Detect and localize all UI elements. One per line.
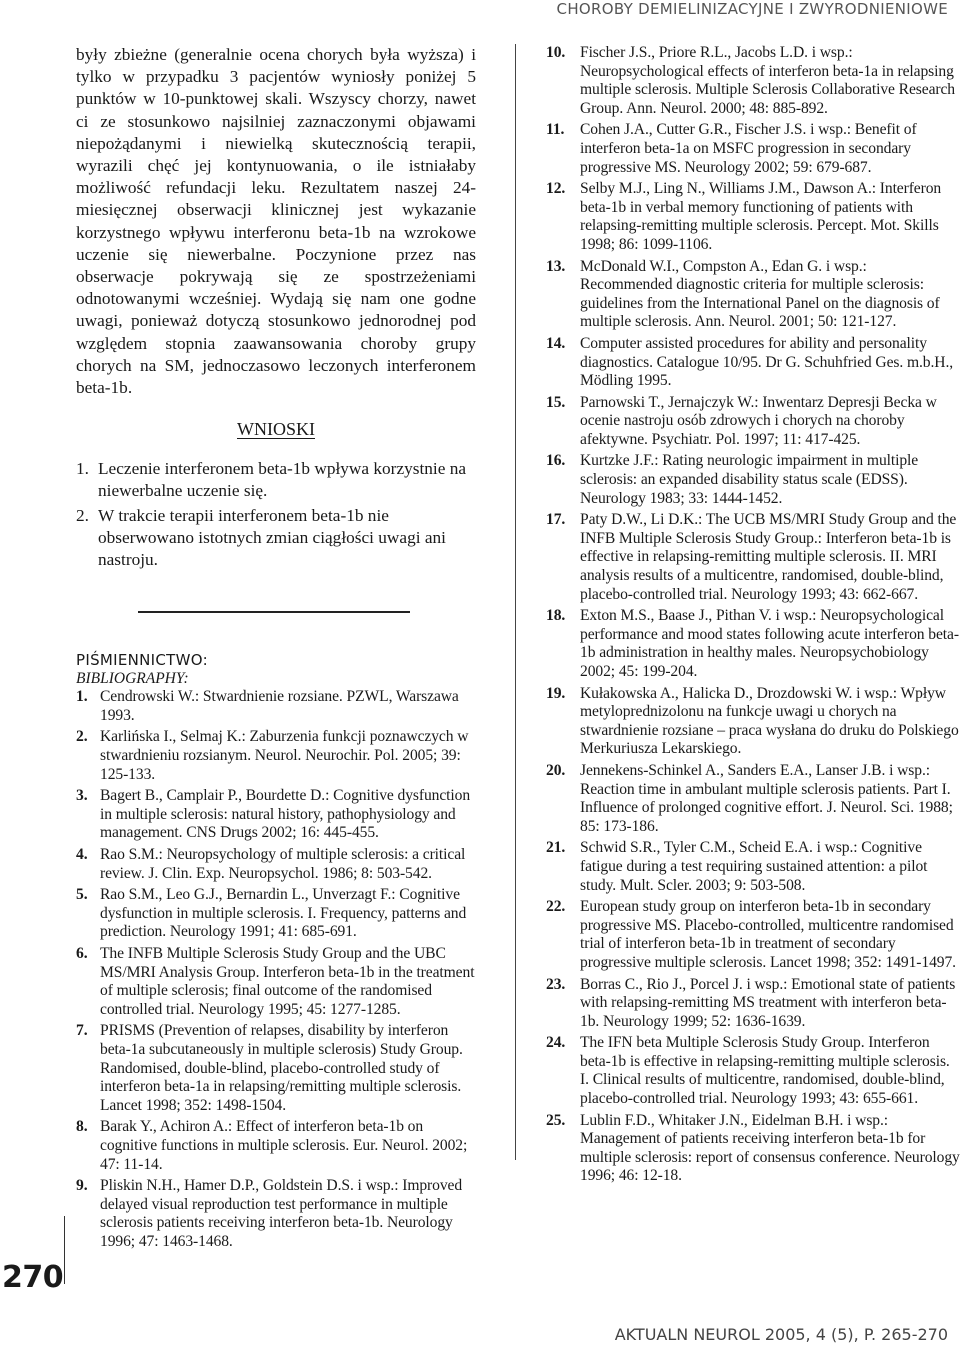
reference-item: [546, 394, 960, 450]
conclusion-item: [76, 505, 476, 572]
reference-item: [546, 335, 960, 391]
reference-item: [76, 846, 476, 883]
references-list-left: [76, 688, 476, 1251]
reference-item: [76, 1022, 476, 1115]
reference-text: Rao S.M., Leo G.J., Bernardin L., Unverzagt F.: Cognitive dysfunction in multiple sclerosis. I. Frequency, patterns and prediction. Neurology 1991; 41: 685-691.: [100, 886, 467, 941]
reference-number: 20.: [546, 761, 566, 779]
reference-number: 18.: [546, 607, 566, 625]
right-column: [546, 44, 960, 1189]
reference-item: [546, 44, 960, 118]
reference-item: [76, 945, 476, 1019]
references-title: PIŚMIENNICTWO:: [76, 651, 208, 670]
page-number: 270: [2, 1260, 64, 1295]
reference-text: McDonald W.I., Compston A., Edan G. i wsp.: Recommended diagnostic criteria for multiple sclerosis: guidelines from the International Panel on the diagnosis of multiple sclerosis. Ann. Neurol. 2001; 50: 121-127.: [580, 257, 940, 331]
reference-text: Cendrowski W.: Stwardnienie rozsiane. PZWL, Warszawa 1993.: [100, 688, 459, 724]
reference-item: [546, 180, 960, 254]
reference-text: Pliskin N.H., Hamer D.P., Goldstein D.S. i wsp.: Improved delayed visual reproduction test performance in multiple sclerosis patients receiving interferon beta-1b. Neurology 1996; 47: 1463-1468.: [100, 1177, 463, 1250]
reference-number: 17.: [546, 511, 566, 529]
reference-number: 19.: [546, 684, 566, 702]
reference-number: 4.: [76, 846, 88, 864]
reference-text: European study group on interferon beta-1b in secondary progressive MS. Placebo-controlled, multicentre randomised trial of interferon beta-1b in treatment of secondary progressive multiple sclerosis. Lancet 1998; 352: 1491-1497.: [580, 898, 956, 971]
reference-number: 1.: [76, 688, 88, 706]
reference-item: [76, 1118, 476, 1174]
reference-number: 15.: [546, 393, 566, 411]
reference-text: Rao S.M.: Neuropsychology of multiple sclerosis: a critical review. J. Clin. Exp. Neuropsychol. 1986; 8: 503-542.: [100, 846, 466, 882]
journal-citation: AKTUALN NEUROL 2005, 4 (5), P. 265-270: [614, 1325, 948, 1344]
conclusion-number: 1.: [76, 459, 89, 479]
reference-number: 25.: [546, 1111, 566, 1129]
reference-text: Borras C., Rio J., Porcel J. i wsp.: Emotional state of patients with relapsing-remitting MS treatment with interferon beta-1b. Neurology 1999; 52: 1636-1639.: [580, 975, 956, 1030]
reference-number: 10.: [546, 44, 566, 61]
reference-number: 6.: [76, 944, 88, 962]
reference-text: Exton M.S., Baase J., Pithan V. i wsp.: Neuropsychological performance and mood states following acute interferon beta-1b administration in healthy males. Neuropsychobiology 2002; 45: 199-204.: [580, 607, 959, 680]
reference-item: [546, 607, 960, 681]
reference-text: Schwid S.R., Tyler C.M., Scheid E.A. i wsp.: Cognitive fatigue during a test requiring sustained attention: a pilot study. Mult. Scler. 2003; 9: 503-508.: [580, 839, 928, 894]
reference-item: [546, 976, 960, 1032]
reference-item: [76, 787, 476, 843]
reference-number: 3.: [76, 787, 88, 805]
reference-number: 8.: [76, 1118, 88, 1136]
reference-item: [546, 839, 960, 895]
reference-item: [76, 728, 476, 784]
reference-item: [76, 688, 476, 725]
reference-text: Kurtzke J.F.: Rating neurologic impairment in multiple sclerosis: an expanded disability status scale (EDSS). Neurology 1983; 33: 1444-1452.: [580, 452, 919, 507]
reference-number: 24.: [546, 1034, 566, 1052]
body-paragraph: były zbieżne (generalnie ocena chorych była wyższa) i tylko w przypadku 3 pacjentów wyniosły poniżej 5 punktów w 10-punktowej skali. Wszyscy chorzy, nawet ci ze stosunkowo najsilniej zaznaczonymi objawami niepożądanymi i niewielką skutecznością terapii, wyrazili chęć jej kontynuowania, o ile istniałaby możliwość refundacji leku. Rezultatem naszej 24-miesięcznej obserwacji klinicznej jest wykazanie korzystnego wpływu interferonu beta-1b na wzrokowe uczenie się niewerbalne. Poczynione przez nas obserwacje pokrywają się ze spostrzeżeniami odnotowanymi wcześniej. Wydają się nam one godne uwagi, ponieważ dotyczą stosunkowo jednorodnej pod względem stopnia zaawansowania choroby grupy chorych na SM, jednoczasowo leczonych interferonem beta-1b.: [76, 45, 476, 398]
reference-item: [546, 1112, 960, 1186]
reference-number: 21.: [546, 839, 566, 857]
reference-text: Selby M.J., Ling N., Williams J.M., Dawson A.: Interferon beta-1b in verbal memory functioning of patients with relapsing-remitting multiple sclerosis. Percept. Mot. Skills 1998; 86: 1099-1106.: [580, 180, 942, 253]
reference-number: 12.: [546, 180, 566, 198]
reference-text: The IFN beta Multiple Sclerosis Study Group. Interferon beta-1b is effective in relapsing-remitting multiple sclerosis. I. Clinical results of multicentre, randomised, double-blind, placebo-controlled trial. Neurology 1993; 43: 655-661.: [580, 1034, 950, 1108]
reference-number: 11.: [546, 121, 565, 139]
conclusion-text: Leczenie interferonem beta-1b wpływa korzystnie na niewerbalne uczenie się.: [98, 459, 467, 501]
conclusions-list: [76, 458, 476, 571]
conclusion-text: W trakcie terapii interferonem beta-1b nie obserwowano istotnych zmian ciągłości uwagi ani nastroju.: [98, 505, 446, 570]
reference-text: Barak Y., Achiron A.: Effect of interferon beta-1b on cognitive functions in multiple sclerosis. Eur. Neurol. 2002; 47: 11-14.: [100, 1118, 468, 1173]
column-divider: [515, 44, 516, 1160]
reference-item: [546, 898, 960, 972]
reference-text: PRISMS (Prevention of relapses, disability by interferon beta-1a subcutaneously in multiple sclerosis) Study Group. Randomised, double-blind, placebo-controlled study of interferon beta-1a in relapsing/remitting multiple sclerosis. Lancet 1998; 352: 1498-1504.: [100, 1022, 463, 1114]
reference-number: 22.: [546, 898, 566, 916]
reference-number: 13.: [546, 257, 566, 275]
section-separator: [138, 611, 410, 613]
running-head: CHOROBY DEMIELINIZACYJNE I ZWYRODNIENIOWE: [556, 0, 948, 18]
reference-text: Karlińska I., Selmaj K.: Zaburzenia funkcji poznawczych w stwardnieniu rozsianym. Neurol. Neurochir. Pol. 2005; 39: 125-133.: [100, 728, 469, 783]
conclusions-heading: WNIOSKI: [237, 419, 315, 440]
reference-item: [76, 886, 476, 942]
reference-text: Paty D.W., Li D.K.: The UCB MS/MRI Study Group and the INFB Multiple Sclerosis Study Group.: Interferon beta-1b is effective in relapsing-remitting multiple sclerosis. II. MRI analysis results of a multicentre, randomised, double-blind, placebo-controlled trial. Neurology 1993; 43: 662-667.: [580, 511, 957, 603]
reference-text: The INFB Multiple Sclerosis Study Group and the UBC MS/MRI Analysis Group. Interferon beta-1b in the treatment of multiple sclerosis; final outcome of the randomised controlled trial. Neurology 1995; 45: 1277-1285.: [100, 944, 475, 1018]
reference-text: Lublin F.D., Whitaker J.N., Eidelman B.H. i wsp.: Management of patients receiving interferon beta-1b for multiple sclerosis: report of consensus conference. Neurology 1996; 46: 12-18.: [580, 1111, 960, 1185]
conclusion-item: [76, 458, 476, 502]
reference-text: Bagert B., Camplair P., Bourdette D.: Cognitive dysfunction in multiple sclerosis: natural history, pathophysiology and management. CNS Drugs 2002; 16: 445-455.: [100, 787, 471, 842]
reference-text: Parnowski T., Jernajczyk W.: Inwentarz Depresji Becka w ocenie nastroju osób zdrowych i chorych na choroby afektywne. Psychiatr. Pol. 1997; 11: 417-425.: [580, 393, 937, 448]
reference-item: [546, 511, 960, 604]
reference-number: 2.: [76, 728, 88, 746]
reference-item: [546, 762, 960, 836]
reference-number: 9.: [76, 1177, 88, 1195]
reference-number: 14.: [546, 334, 566, 352]
reference-item: [546, 121, 960, 177]
references-subtitle: BIBLIOGRAPHY:: [76, 670, 189, 688]
reference-item: [546, 452, 960, 508]
reference-number: 5.: [76, 886, 88, 904]
reference-item: [546, 258, 960, 332]
reference-number: 23.: [546, 975, 566, 993]
reference-text: Cohen J.A., Cutter G.R., Fischer J.S. i wsp.: Benefit of interferon beta-1a on MSFC progression in secondary progressive MS. Neurology 2002; 59: 679-687.: [580, 121, 917, 176]
references-list-right: [546, 44, 960, 1186]
reference-item: [76, 1177, 476, 1251]
reference-item: [546, 1034, 960, 1108]
left-column: [76, 44, 476, 1254]
reference-number: 7.: [76, 1022, 88, 1040]
conclusion-number: 2.: [76, 505, 89, 525]
reference-text: Fischer J.S., Priore R.L., Jacobs L.D. i wsp.: Neuropsychological effects of interferon beta-1a in relapsing multiple sclerosis. Multiple Sclerosis Collaborative Research Group. Ann. Neurol. 2000; 48: 885-892.: [580, 44, 956, 117]
reference-text: Computer assisted procedures for ability and personality diagnostics. Catalogue 10/95. Dr G. Schuhfried Ges. m.b.H., Mödling 1995.: [580, 334, 954, 390]
reference-item: [546, 685, 960, 759]
reference-number: 16.: [546, 452, 566, 470]
page-number-rule: [64, 1216, 65, 1284]
reference-text: Jennekens-Schinkel A., Sanders E.A., Lanser J.B. i wsp.: Reaction time in ambulant multiple sclerosis patients. Part I. Influence of prolonged cognitive effort. J. Neurol. Sci. 1988; 85: 173-186.: [580, 761, 953, 835]
reference-text: Kułakowska A., Halicka D., Drozdowski W. i wsp.: Wpływ metyloprednizolonu na funkcje uwagi u chorych na stwardnienie rozsiane – praca wysłana do druku do Polskiego Merkuriusza Lekarskiego.: [580, 684, 959, 758]
